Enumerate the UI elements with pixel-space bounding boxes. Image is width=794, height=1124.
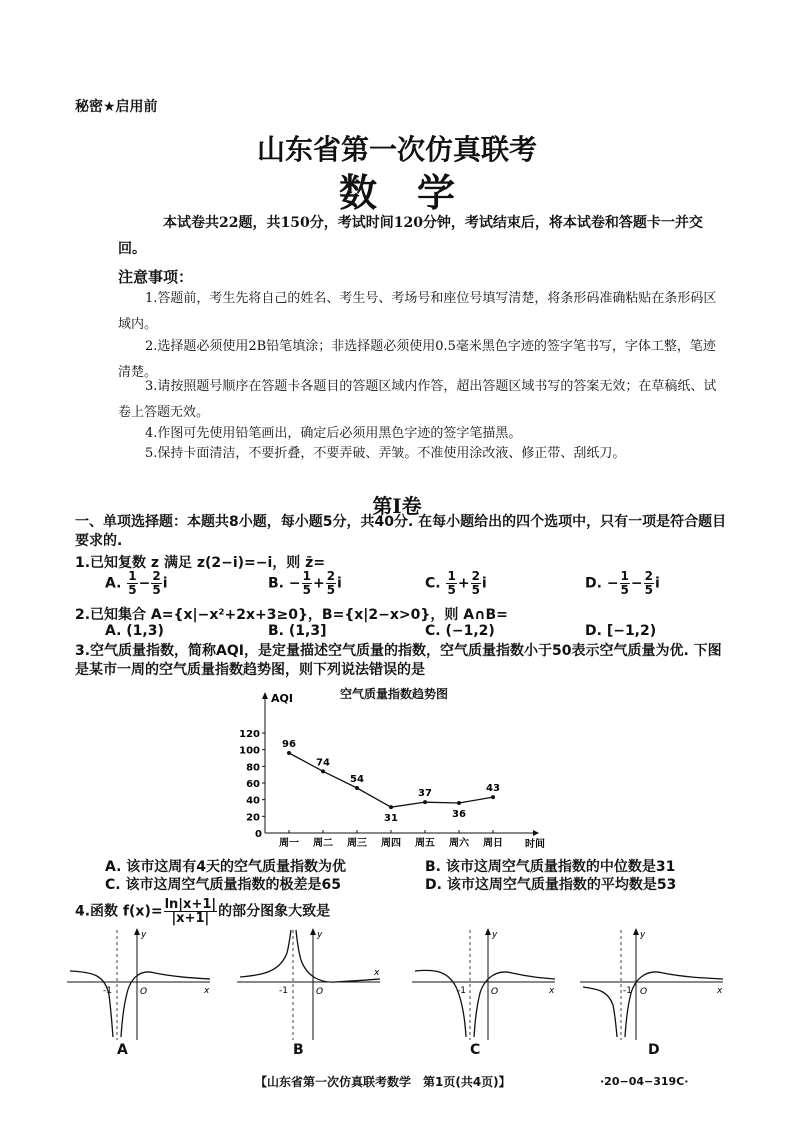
- svg-text:x: x: [549, 986, 555, 996]
- q2-option-b: B. (1,3]: [268, 623, 327, 639]
- section-heading: 一、单项选择题：本题共8小题，每小题5分，共40分. 在每小题给出的四个选项中，只有一项是符合题目要求的.: [75, 514, 727, 549]
- aqi-line-chart: [225, 690, 565, 855]
- aqi-point: [287, 751, 291, 755]
- question-1-stem: 1.已知复数 z 满足 z(2−i)=−i，则 z̄=: [75, 555, 326, 571]
- y-axis-label: AQI: [271, 692, 293, 705]
- q1-option-d: D. − $\frac{1}{5}$ − $\frac{2}{5}$ i: [585, 569, 660, 597]
- q3-option-a: A. 该市这周有4天的空气质量指数为优: [105, 859, 347, 875]
- svg-text:x: x: [717, 986, 723, 996]
- aqi-data-labels: [282, 739, 500, 824]
- aqi-point: [389, 805, 393, 809]
- q3-option-b: B. 该市这周空气质量指数的中位数是31: [425, 859, 676, 875]
- x-axis-arrow: [533, 830, 539, 836]
- question-3-stem: 3.空气质量指数，简称AQI，是定量描述空气质量的指数，空气质量指数小于50表示空气质量为优. 下图是某市一周的空气质量指数趋势图，则下列说法错误的是: [75, 643, 722, 678]
- q3-option-d: D. 该市这周空气质量指数的平均数是53: [425, 877, 677, 893]
- graph-d-label: D: [648, 1042, 660, 1058]
- x-axis-label: 时间: [525, 839, 545, 850]
- aqi-data-label: 31: [384, 813, 398, 825]
- svg-text:-1: -1: [457, 986, 466, 996]
- aqi-data-label: 74: [316, 757, 330, 769]
- page-footer: 【山东省第一次仿真联考数学 第1页(共4页)】: [255, 1075, 511, 1089]
- svg-text:O: O: [491, 987, 499, 997]
- graph-a-label: A: [117, 1042, 128, 1058]
- x-tick-label: 周四: [381, 838, 401, 849]
- svg-text:O: O: [316, 987, 324, 997]
- note-item: 3.请按照题号顺序在答题卡各题目的答题区域内作答，超出答题区域书写的答案无效；在草稿纸、试卷上答题无效。: [118, 379, 717, 420]
- svg-text:O: O: [640, 987, 648, 997]
- exam-subject: 数学: [338, 170, 495, 215]
- x-tick-label: 周一: [279, 838, 299, 849]
- aqi-point: [457, 801, 461, 805]
- aqi-point: [491, 795, 495, 799]
- svg-text:y: y: [492, 930, 498, 940]
- svg-text:y: y: [141, 930, 147, 940]
- svg-text:x: x: [374, 968, 380, 978]
- svg-text:y: y: [640, 930, 646, 940]
- note-item: 1.答题前，考生先将自己的姓名、考生号、考场号和座位号填写清楚，将条形码准确粘贴在条形码区域内。: [118, 291, 717, 332]
- note-item: 2.选择题必须使用2B铅笔填涂；非选择题必须使用0.5毫米黑色字迹的签字笔书写，字体工整，笔迹清楚。: [118, 339, 716, 380]
- chart-y-ticks: [239, 729, 265, 823]
- note-item: 5.保持卡面清洁，不要折叠，不要弄破、弄皱。不准使用涂改液、修正带、刮纸刀。: [145, 446, 626, 461]
- exam-intro: 本试卷共22题，共150分，考试时间120分钟，考试结束后，将本试卷和答题卡一并交回。: [118, 215, 703, 257]
- svg-text:x: x: [204, 986, 210, 996]
- y-tick-label: 60: [246, 779, 260, 790]
- paper-code: ·20−04−319C·: [600, 1075, 689, 1088]
- svg-text:y: y: [317, 930, 323, 940]
- y-tick-label: 80: [246, 762, 260, 774]
- x-tick-label: 周二: [313, 838, 333, 849]
- aqi-data-label: 43: [486, 783, 500, 795]
- svg-text:-1: -1: [279, 986, 288, 996]
- chart-title: 空气质量指数趋势图: [340, 687, 449, 701]
- aqi-point: [321, 769, 325, 773]
- svg-text:-1: -1: [623, 986, 632, 996]
- chart-origin-label: 0: [255, 829, 262, 840]
- q2-option-a: A. (1,3): [105, 623, 164, 639]
- y-tick-label: 20: [246, 812, 260, 824]
- x-tick-label: 周三: [347, 838, 367, 849]
- graph-c: [410, 925, 560, 1045]
- graph-b-label: B: [293, 1042, 304, 1058]
- note-item: 4.作图可先使用铅笔画出，确定后必须用黑色字迹的签字笔描黑。: [145, 426, 522, 441]
- q3-option-c: C. 该市这周空气质量指数的极差是65: [105, 877, 341, 893]
- volume-heading: 第Ⅰ卷: [372, 494, 422, 518]
- x-tick-label: 周五: [415, 838, 435, 849]
- chart-axes: [262, 692, 539, 836]
- y-axis-arrow: [262, 692, 268, 699]
- graph-d: [578, 925, 728, 1045]
- graph-a: [65, 925, 215, 1045]
- aqi-data-label: 54: [350, 774, 364, 785]
- q1-option-b: B. − $\frac{1}{5}$ + $\frac{2}{5}$ i: [268, 569, 342, 597]
- q2-option-c: C. (−1,2): [425, 623, 495, 639]
- y-tick-label: 40: [246, 795, 260, 807]
- aqi-data-label: 96: [282, 739, 296, 750]
- q1-option-a: A. $\frac{1}{5}$ − $\frac{2}{5}$ i: [105, 569, 168, 597]
- aqi-point: [423, 800, 427, 804]
- q2-option-d: D. [−1,2): [585, 623, 657, 639]
- aqi-point: [355, 786, 359, 790]
- exam-title: 山东省第一次仿真联考: [256, 133, 537, 166]
- svg-text:O: O: [140, 987, 148, 997]
- question-4-stem: 4.函数 f(x)= $\frac{\ln|x+1|}{|x+1|}$ 的部分图象大致是: [75, 897, 331, 926]
- y-tick-label: 120: [239, 729, 260, 740]
- aqi-data-label: 37: [418, 788, 432, 800]
- svg-text:-1: -1: [103, 986, 112, 996]
- aqi-data-label: 36: [452, 809, 466, 820]
- x-tick-label: 周日: [483, 838, 503, 849]
- confidential-mark: 秘密★启用前: [75, 99, 158, 115]
- x-tick-label: 周六: [449, 838, 469, 849]
- graph-c-label: C: [470, 1042, 481, 1058]
- y-tick-label: 100: [239, 745, 260, 757]
- q1-option-c: C. $\frac{1}{5}$ + $\frac{2}{5}$ i: [425, 569, 487, 597]
- graph-b: [235, 925, 385, 1045]
- question-2-stem: 2.已知集合 A={x|−x²+2x+3≥0}，B={x|2−x>0}，则 A∩B=: [75, 607, 508, 623]
- notes-heading: 注意事项：: [118, 268, 194, 286]
